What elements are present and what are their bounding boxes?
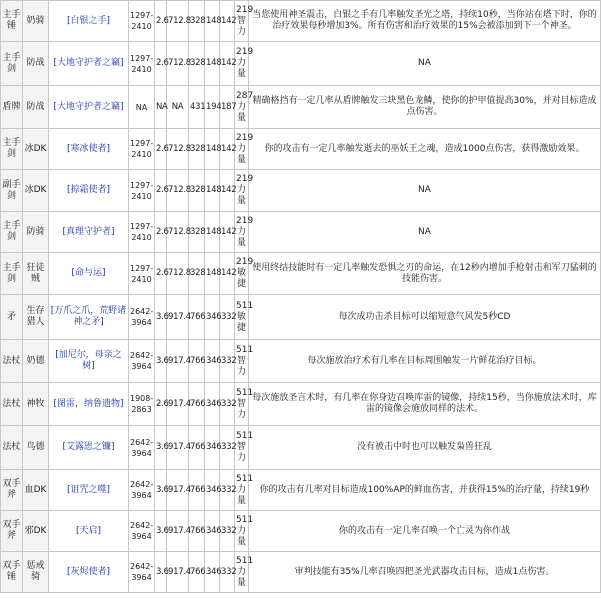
attack-speed-cell: 2.6 bbox=[155, 129, 167, 170]
weapon-name-cell bbox=[49, 470, 129, 511]
spec-cell: 奶德 bbox=[23, 340, 49, 383]
stat-secondary-cell: 346 bbox=[205, 295, 220, 340]
stat-tertiary-cell: 332 bbox=[220, 470, 235, 511]
dps-cell: 712.8 bbox=[167, 170, 189, 212]
table-row bbox=[1, 511, 601, 552]
stat-secondary-cell: 346 bbox=[205, 340, 220, 383]
weapon-name-link[interactable]: [万爪之爪，荒野诸神之矛] bbox=[50, 306, 127, 327]
main-attribute-cell: 511智力 bbox=[235, 340, 249, 383]
table-row bbox=[1, 1, 601, 42]
attack-speed-cell: 2.6 bbox=[155, 212, 167, 253]
attack-speed-cell: 2.6 bbox=[155, 42, 167, 86]
weapon-name-link[interactable]: [灰烬使者] bbox=[66, 566, 111, 577]
weapon-name-cell bbox=[49, 129, 129, 170]
stat-secondary-cell: 346 bbox=[205, 426, 220, 470]
main-attribute-cell: 219力量 bbox=[235, 129, 249, 170]
attack-speed-cell: 3.6 bbox=[155, 426, 167, 470]
special-effect-cell: NA bbox=[249, 42, 601, 86]
dps-cell: 712.8 bbox=[167, 1, 189, 42]
attack-speed-cell: 3.6 bbox=[155, 340, 167, 383]
weapon-type-cell: 双手斧 bbox=[1, 511, 23, 552]
stat-tertiary-cell: 142 bbox=[220, 253, 235, 295]
spec-cell: 冰DK bbox=[23, 170, 49, 212]
stat-tertiary-cell: 332 bbox=[220, 426, 235, 470]
main-attribute-cell: 219力量 bbox=[235, 170, 249, 212]
stat-secondary-cell: 346 bbox=[205, 383, 220, 426]
weapon-name-cell bbox=[49, 426, 129, 470]
weapon-name-cell bbox=[49, 295, 129, 340]
weapon-type-cell: 法杖 bbox=[1, 426, 23, 470]
weapon-name-cell bbox=[49, 170, 129, 212]
stat-primary-cell: 766 bbox=[189, 552, 205, 593]
stat-secondary-cell: 148 bbox=[205, 42, 220, 86]
weapon-type-cell: 盾牌 bbox=[1, 86, 23, 129]
damage-range-cell: 1297-2410 bbox=[129, 212, 155, 253]
stat-primary-cell: 766 bbox=[189, 426, 205, 470]
main-attribute-cell: 219力量 bbox=[235, 42, 249, 86]
stat-primary-cell: 328 bbox=[189, 129, 205, 170]
dps-cell: 712.8 bbox=[167, 129, 189, 170]
weapon-type-cell: 主手剑 bbox=[1, 253, 23, 295]
dps-cell: 917.4 bbox=[167, 295, 189, 340]
stat-tertiary-cell: 142 bbox=[220, 129, 235, 170]
weapon-type-cell: 主手剑 bbox=[1, 129, 23, 170]
stat-secondary-cell: 148 bbox=[205, 253, 220, 295]
damage-range-cell: 1908-2863 bbox=[129, 383, 155, 426]
table-row bbox=[1, 170, 601, 212]
damage-range-cell: 2642-3964 bbox=[129, 470, 155, 511]
table-row bbox=[1, 426, 601, 470]
table-row bbox=[1, 86, 601, 129]
damage-range-cell: 1297-2410 bbox=[129, 170, 155, 212]
main-attribute-cell: 219力量 bbox=[235, 212, 249, 253]
damage-range-cell: 1297-2410 bbox=[129, 42, 155, 86]
stat-secondary-cell: 148 bbox=[205, 129, 220, 170]
stat-primary-cell: 766 bbox=[189, 470, 205, 511]
main-attribute-cell: 511智力 bbox=[235, 383, 249, 426]
stat-primary-cell: 766 bbox=[189, 340, 205, 383]
spec-cell: 奶骑 bbox=[23, 1, 49, 42]
main-attribute-cell: 511力量 bbox=[235, 552, 249, 593]
attack-speed-cell: 2.6 bbox=[155, 253, 167, 295]
special-effect-cell: 每次施放圣言术时，有几率在你身边召唤库雷的镜像，持续15秒，当你施放法术时，库雷的镜像会施放同样的法术。 bbox=[249, 383, 601, 426]
table-body bbox=[1, 1, 601, 593]
dps-cell: 917.4 bbox=[167, 470, 189, 511]
spec-cell: 防战 bbox=[23, 42, 49, 86]
dps-cell: 712.8 bbox=[167, 42, 189, 86]
weapon-type-cell: 副手剑 bbox=[1, 170, 23, 212]
stat-primary-cell: 328 bbox=[189, 42, 205, 86]
weapon-name-cell bbox=[49, 86, 129, 129]
stat-tertiary-cell: 332 bbox=[220, 383, 235, 426]
dps-cell: NA bbox=[167, 86, 189, 129]
damage-range-cell: 2642-3964 bbox=[129, 511, 155, 552]
main-attribute-cell: 511力量 bbox=[235, 470, 249, 511]
weapon-name-link[interactable]: [艾露恩之镰] bbox=[62, 442, 115, 452]
weapon-name-link[interactable]: [真理守护者] bbox=[62, 226, 115, 237]
stat-secondary-cell: 148 bbox=[205, 212, 220, 253]
weapon-name-cell bbox=[49, 253, 129, 295]
main-attribute-cell: 511敏捷 bbox=[235, 295, 249, 340]
special-effect-cell: NA bbox=[249, 170, 601, 212]
stat-primary-cell: 328 bbox=[189, 253, 205, 295]
dps-cell: 917.4 bbox=[167, 511, 189, 552]
stat-tertiary-cell: 332 bbox=[220, 340, 235, 383]
dps-cell: 917.4 bbox=[167, 552, 189, 593]
weapon-name-cell bbox=[49, 511, 129, 552]
table-row bbox=[1, 552, 601, 593]
spec-cell: 鸟德 bbox=[23, 426, 49, 470]
weapon-name-link[interactable]: [大地守护者之竊] bbox=[53, 58, 124, 68]
table-row bbox=[1, 129, 601, 170]
attack-speed-cell: 3.6 bbox=[155, 295, 167, 340]
weapon-type-cell: 主手剑 bbox=[1, 212, 23, 253]
main-attribute-cell: 511力量 bbox=[235, 511, 249, 552]
weapon-name-link[interactable]: [天启] bbox=[75, 525, 102, 536]
spec-cell: 惩戒骑 bbox=[23, 552, 49, 593]
table-row bbox=[1, 383, 601, 426]
stat-secondary-cell: 194 bbox=[205, 86, 220, 129]
stat-primary-cell: 766 bbox=[189, 511, 205, 552]
table-row bbox=[1, 340, 601, 383]
dps-cell: 712.8 bbox=[167, 253, 189, 295]
attack-speed-cell: 3.6 bbox=[155, 511, 167, 552]
weapon-name-link[interactable]: [掠霜使者] bbox=[66, 185, 111, 195]
damage-range-cell: 2642-3964 bbox=[129, 340, 155, 383]
stat-tertiary-cell: 332 bbox=[220, 511, 235, 552]
special-effect-cell: 每次成功击杀目标可以缩短意气风发5秒CD bbox=[249, 295, 601, 340]
damage-range-cell: 1297-2410 bbox=[129, 1, 155, 42]
stat-primary-cell: 431 bbox=[189, 86, 205, 129]
weapon-name-link[interactable]: [寒冰使者] bbox=[66, 143, 111, 154]
attack-speed-cell: 2.6 bbox=[155, 383, 167, 426]
special-effect-cell: 使用终结技能时有一定几率触发恐惧之刃的命运，在12秒内增加手枪射击和军刀猛刺的技能伤害。 bbox=[249, 253, 601, 295]
weapon-name-link[interactable]: [诅咒之噬] bbox=[66, 484, 111, 495]
weapon-type-cell: 双手锤 bbox=[1, 552, 23, 593]
stat-primary-cell: 766 bbox=[189, 295, 205, 340]
stat-secondary-cell: 346 bbox=[205, 552, 220, 593]
special-effect-cell: NA bbox=[249, 212, 601, 253]
weapon-name-cell bbox=[49, 212, 129, 253]
damage-range-cell: NA bbox=[129, 86, 155, 129]
stat-tertiary-cell: 142 bbox=[220, 170, 235, 212]
stat-tertiary-cell: 332 bbox=[220, 295, 235, 340]
special-effect-cell: 你的攻击有一定几率召唤一个亡灵为你作战 bbox=[249, 511, 601, 552]
stat-tertiary-cell: 142 bbox=[220, 212, 235, 253]
attack-speed-cell: 3.6 bbox=[155, 470, 167, 511]
stat-tertiary-cell: 142 bbox=[220, 1, 235, 42]
weapon-type-cell: 法杖 bbox=[1, 340, 23, 383]
spec-cell: 血DK bbox=[23, 470, 49, 511]
special-effect-cell: 你的攻击有一定几率触发逝去的巫妖王之魂，造成1000点伤害，获得激励效果。 bbox=[249, 129, 601, 170]
attack-speed-cell: 3.6 bbox=[155, 552, 167, 593]
main-attribute-cell: 219智力 bbox=[235, 1, 249, 42]
special-effect-cell: 你的攻击有几率对目标造成100%AP的鲜血伤害，并获得15%的治疗量，持续19秒 bbox=[249, 470, 601, 511]
stat-secondary-cell: 346 bbox=[205, 511, 220, 552]
weapon-type-cell: 主手剑 bbox=[1, 42, 23, 86]
main-attribute-cell: 511智力 bbox=[235, 426, 249, 470]
weapon-name-cell bbox=[49, 383, 129, 426]
main-attribute-cell: 219敏捷 bbox=[235, 253, 249, 295]
weapon-type-cell: 主手锤 bbox=[1, 1, 23, 42]
table-row bbox=[1, 253, 601, 295]
special-effect-cell: 没有被击中时也可以触发枭兽狂乱 bbox=[249, 426, 601, 470]
dps-cell: 917.4 bbox=[167, 426, 189, 470]
stat-primary-cell: 766 bbox=[189, 383, 205, 426]
main-attribute-cell: 287力量 bbox=[235, 86, 249, 129]
damage-range-cell: 1297-2410 bbox=[129, 129, 155, 170]
spec-cell: 防骑 bbox=[23, 212, 49, 253]
weapon-name-link[interactable]: [加尼尔，母亲之树] bbox=[55, 350, 122, 371]
spec-cell: 狂徒贼 bbox=[23, 253, 49, 295]
weapon-name-cell bbox=[49, 552, 129, 593]
dps-cell: 917.4 bbox=[167, 340, 189, 383]
special-effect-cell: 精确格挡有一定几率从盾牌触发三块黑色龙鳞，使你的护甲值提高30%，并对目标造成点伤害。 bbox=[249, 86, 601, 129]
special-effect-cell: 每次施放治疗术有几率在目标周围触发一片鲜花治疗目标。 bbox=[249, 340, 601, 383]
attack-speed-cell: 2.6 bbox=[155, 1, 167, 42]
stat-tertiary-cell: 332 bbox=[220, 552, 235, 593]
table-row bbox=[1, 212, 601, 253]
stat-primary-cell: 328 bbox=[189, 1, 205, 42]
spec-cell: 冰DK bbox=[23, 129, 49, 170]
weapon-type-cell: 矛 bbox=[1, 295, 23, 340]
spec-cell: 神牧 bbox=[23, 383, 49, 426]
stat-primary-cell: 328 bbox=[189, 170, 205, 212]
stat-tertiary-cell: 187 bbox=[220, 86, 235, 129]
damage-range-cell: 1297-2410 bbox=[129, 253, 155, 295]
dps-cell: 917.4 bbox=[167, 383, 189, 426]
spec-cell: 防战 bbox=[23, 86, 49, 129]
weapon-name-link[interactable]: [白银之手] bbox=[66, 15, 111, 26]
table-row bbox=[1, 295, 601, 340]
stat-primary-cell: 328 bbox=[189, 212, 205, 253]
attack-speed-cell: NA bbox=[155, 86, 167, 129]
special-effect-cell: 当您使用神圣震击，白银之手有几率触发圣光之塔，持续10秒，当你站在塔下时，你的治疗效果每秒增加3%。所有伤害和治疗效果的15%会被添加到下一个神圣。 bbox=[249, 1, 601, 42]
weapon-type-cell: 双手斧 bbox=[1, 470, 23, 511]
weapon-name-link[interactable]: [大地守护者之竊] bbox=[53, 101, 124, 112]
weapon-name-cell bbox=[49, 42, 129, 86]
dps-cell: 712.8 bbox=[167, 212, 189, 253]
stat-secondary-cell: 148 bbox=[205, 170, 220, 212]
spec-cell: 邪DK bbox=[23, 511, 49, 552]
weapon-type-cell: 法杖 bbox=[1, 383, 23, 426]
damage-range-cell: 2642-3964 bbox=[129, 295, 155, 340]
table-row bbox=[1, 470, 601, 511]
table-row bbox=[1, 42, 601, 86]
stat-secondary-cell: 346 bbox=[205, 470, 220, 511]
special-effect-cell: 审判技能有35%几率召唤四把圣光武器攻击目标，造成1点伤害。 bbox=[249, 552, 601, 593]
stat-tertiary-cell: 142 bbox=[220, 42, 235, 86]
damage-range-cell: 2642-3964 bbox=[129, 552, 155, 593]
weapon-name-cell bbox=[49, 1, 129, 42]
damage-range-cell: 2642-3964 bbox=[129, 426, 155, 470]
spec-cell: 生存猎人 bbox=[23, 295, 49, 340]
weapon-name-cell bbox=[49, 340, 129, 383]
weapon-name-link[interactable]: [图雷，纳鲁遗物] bbox=[53, 398, 124, 409]
attack-speed-cell: 2.6 bbox=[155, 170, 167, 212]
weapon-name-link[interactable]: [命与运] bbox=[71, 268, 106, 278]
stat-secondary-cell: 148 bbox=[205, 1, 220, 42]
